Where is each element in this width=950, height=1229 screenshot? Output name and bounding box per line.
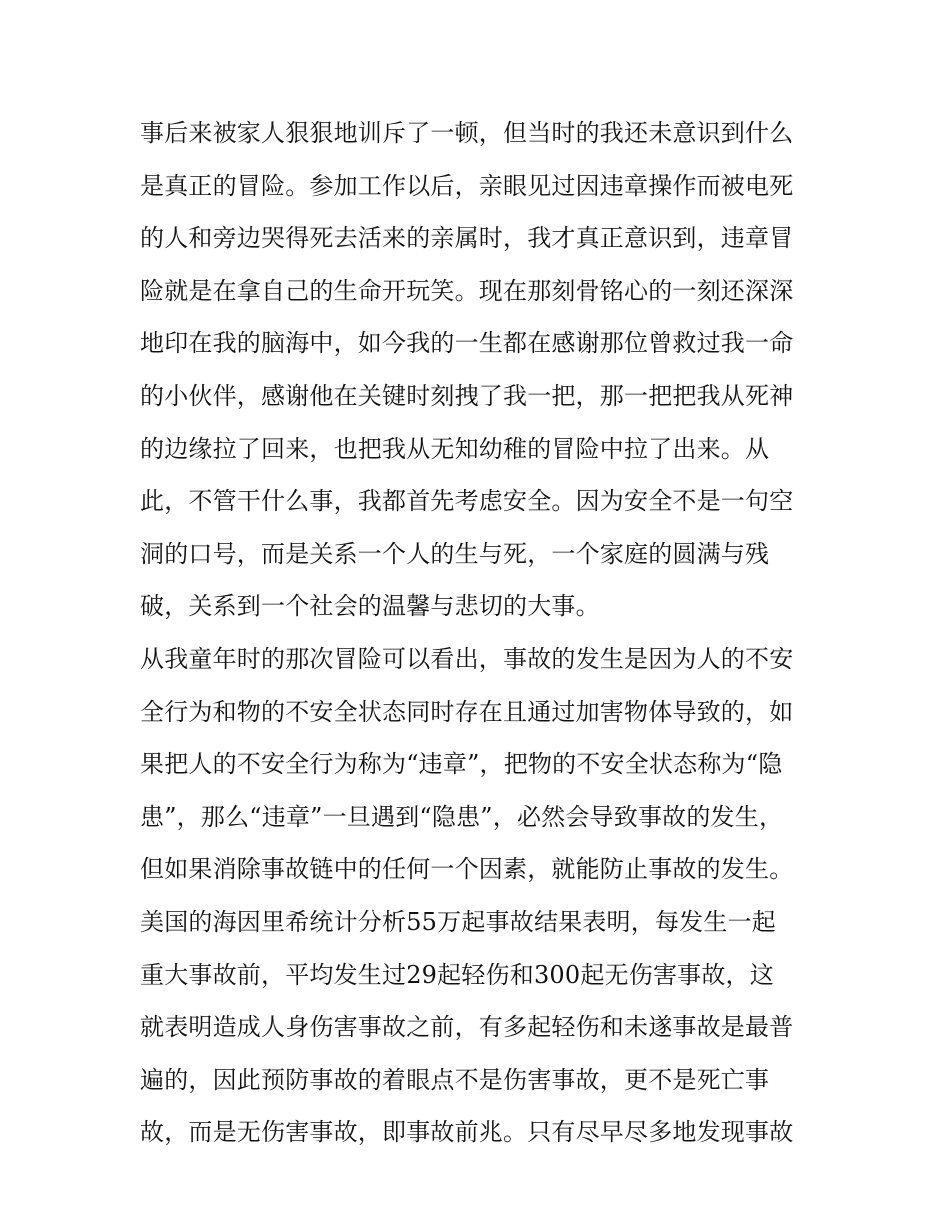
- text-line: 患”，那么“违章”一旦遇到“隐患”，必然会导致事故的发生，: [140, 802, 784, 831]
- text-line: 重大事故前，平均发生过29起轻伤和300起无伤害事故，这: [140, 960, 774, 989]
- text-line: 的人和旁边哭得死去活来的亲属时，我才真正意识到，违章冒: [140, 224, 794, 253]
- text-line: 的边缘拉了回来，也把我从无知幼稚的冒险中拉了出来。从: [140, 434, 770, 463]
- text-line: 果把人的不安全行为称为“违章”，把物的不安全状态称为“隐: [140, 750, 783, 779]
- text-line: 地印在我的脑海中，如今我的一生都在感谢那位曾救过我一命: [140, 329, 794, 358]
- text-line: 此，不管干什么事，我都首先考虑安全。因为安全不是一句空: [140, 487, 794, 516]
- text-line: 全行为和物的不安全状态同时存在且通过加害物体导致的，如: [140, 697, 794, 726]
- text-line: 遍的，因此预防事故的着眼点不是伤害事故，更不是死亡事: [140, 1065, 770, 1094]
- text-line: 破，关系到一个社会的温馨与悲切的大事。: [140, 592, 600, 621]
- text-line: 事后来被家人狠狠地训斥了一顿，但当时的我还未意识到什么: [140, 119, 794, 147]
- text-line: 洞的口号，而是关系一个人的生与死，一个家庭的圆满与残: [140, 539, 770, 568]
- body-text: [140, 107, 830, 1159]
- text-line: 美国的海因里希统计分析55万起事故结果表明，每发生一起: [140, 907, 776, 936]
- text-line: 是真正的冒险。参加工作以后，亲眼见过因违章操作而被电死: [140, 171, 794, 200]
- text-line: 的小伙伴，感谢他在关键时刻拽了我一把，那一把把我从死神: [140, 381, 794, 410]
- text-line: 从我童年时的那次冒险可以看出，事故的发生是因为人的不安: [140, 644, 794, 673]
- text-line: 险就是在拿自己的生命开玩笑。现在那刻骨铭心的一刻还深深: [140, 276, 794, 305]
- text-line: 就表明造成人身伤害事故之前，有多起轻伤和未遂事故是最普: [140, 1013, 794, 1042]
- text-line: 故，而是无伤害事故，即事故前兆。只有尽早尽多地发现事故: [140, 1118, 794, 1147]
- text-line: 但如果消除事故链中的任何一个因素，就能防止事故的发生。: [140, 855, 794, 884]
